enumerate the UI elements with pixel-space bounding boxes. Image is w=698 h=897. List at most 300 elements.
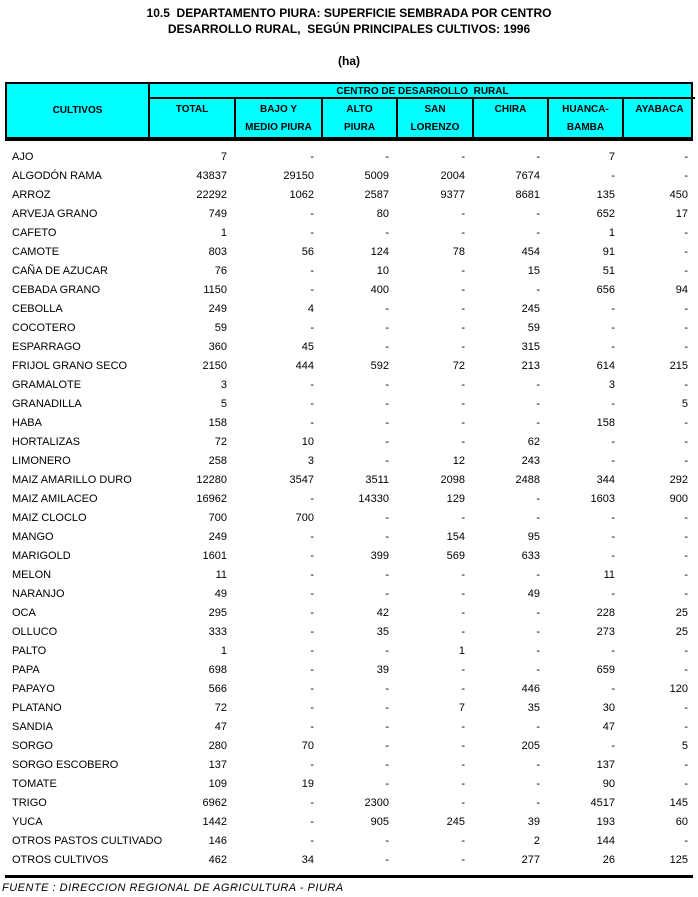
cultivo-name: OLLUCO	[12, 626, 58, 638]
cell-value: 72	[214, 702, 227, 714]
cell-value: -	[385, 759, 389, 771]
cell-value: -	[461, 835, 465, 847]
cell-value: 3	[307, 455, 314, 467]
table-row	[5, 661, 693, 680]
cultivo-name: PLATANO	[12, 702, 62, 714]
cell-value: -	[684, 246, 688, 258]
cell-value: -	[536, 664, 540, 676]
cell-value: 4	[307, 303, 314, 315]
cultivo-name: CEBADA GRANO	[12, 284, 101, 296]
cell-value: 35	[527, 702, 540, 714]
table-body	[5, 141, 693, 870]
cell-value: -	[310, 702, 314, 714]
table-row	[5, 338, 693, 357]
cell-value: 158	[596, 417, 615, 429]
cell-value: -	[461, 322, 465, 334]
cell-value: -	[385, 322, 389, 334]
table-row	[5, 490, 693, 509]
cell-value: 124	[370, 246, 389, 258]
table-header	[5, 82, 693, 141]
cell-value: 25	[675, 607, 688, 619]
cell-value: -	[310, 550, 314, 562]
cell-value: 3	[608, 379, 615, 391]
cell-value: 2587	[364, 189, 389, 201]
cell-value: 8681	[515, 189, 540, 201]
cell-value: -	[461, 398, 465, 410]
cell-value: 1062	[289, 189, 314, 201]
cell-value: -	[385, 455, 389, 467]
cell-value: 1	[220, 645, 227, 657]
cell-value: -	[684, 341, 688, 353]
cell-value: -	[385, 151, 389, 163]
cultivo-name: MELON	[12, 569, 52, 581]
cell-value: -	[611, 322, 615, 334]
cell-value: 34	[301, 854, 314, 866]
cell-value: -	[461, 341, 465, 353]
header-col-chira	[472, 99, 547, 137]
cell-value: -	[461, 607, 465, 619]
table-row	[5, 585, 693, 604]
cell-value: 803	[208, 246, 227, 258]
footer-rule	[5, 875, 693, 878]
cell-value: 399	[370, 550, 389, 562]
cultivo-name: FRIJOL GRANO SECO	[12, 360, 128, 372]
cell-value: -	[536, 208, 540, 220]
cell-value: -	[461, 265, 465, 277]
cell-value: -	[461, 626, 465, 638]
cultivo-name: SANDIA	[12, 721, 53, 733]
cell-value: 245	[521, 303, 540, 315]
cell-value: 749	[208, 208, 227, 220]
cultivo-name: SORGO ESCOBERO	[12, 759, 119, 771]
cell-value: -	[385, 398, 389, 410]
cell-value: -	[385, 417, 389, 429]
cell-value: -	[611, 683, 615, 695]
cell-value: 12280	[196, 474, 227, 486]
cell-value: 2300	[364, 797, 389, 809]
cell-value: -	[310, 664, 314, 676]
cell-value: -	[684, 550, 688, 562]
cell-value: 344	[596, 474, 615, 486]
table-row	[5, 395, 693, 414]
cell-value: -	[310, 322, 314, 334]
cell-value: 360	[208, 341, 227, 353]
cell-value: 11	[215, 569, 227, 581]
cell-value: 900	[669, 493, 688, 505]
cell-value: 26	[602, 854, 615, 866]
cell-value: -	[310, 379, 314, 391]
cell-value: -	[684, 759, 688, 771]
cell-value: 2488	[515, 474, 540, 486]
cell-value: -	[536, 626, 540, 638]
table-row	[5, 528, 693, 547]
cell-value: -	[385, 683, 389, 695]
header-col-alto-piura	[321, 99, 396, 137]
cell-value: 91	[602, 246, 615, 258]
cultivo-name: COCOTERO	[12, 322, 76, 334]
cell-value: 1	[608, 227, 615, 239]
cell-value: 14330	[358, 493, 389, 505]
cell-value: -	[684, 303, 688, 315]
cell-value: 566	[208, 683, 227, 695]
cell-value: 42	[376, 607, 389, 619]
cultivo-name: NARANJO	[12, 588, 65, 600]
cell-value: -	[536, 379, 540, 391]
cell-value: -	[536, 151, 540, 163]
cell-value: 109	[208, 778, 227, 790]
cell-value: -	[611, 303, 615, 315]
cell-value: 137	[596, 759, 615, 771]
cell-value: 10	[301, 436, 314, 448]
table-row	[5, 680, 693, 699]
cell-value: -	[684, 379, 688, 391]
page-title-line2: DESARROLLO RURAL, SEGÚN PRINCIPALES CULTIVOS: 1996	[167, 22, 531, 36]
cell-value: 45	[301, 341, 314, 353]
cell-value: -	[536, 759, 540, 771]
cell-value: 5009	[364, 170, 389, 182]
cell-value: -	[684, 702, 688, 714]
header-col-total	[150, 99, 234, 137]
table-row	[5, 794, 693, 813]
cell-value: -	[684, 417, 688, 429]
cell-value: -	[684, 721, 688, 733]
cell-value: -	[385, 740, 389, 752]
cell-value: 39	[527, 816, 540, 828]
cell-value: -	[461, 379, 465, 391]
cell-value: -	[536, 398, 540, 410]
cell-value: 49	[214, 588, 227, 600]
cell-value: 43837	[196, 170, 227, 182]
cell-value: 462	[208, 854, 227, 866]
cell-value: -	[461, 721, 465, 733]
cell-value: -	[310, 284, 314, 296]
cell-value: 80	[376, 208, 389, 220]
cell-value: 3547	[289, 474, 314, 486]
cell-value: -	[611, 512, 615, 524]
cell-value: 280	[208, 740, 227, 752]
header-col-huancabamba	[547, 99, 622, 137]
cultivo-name: PAPAYO	[12, 683, 55, 695]
cell-value: -	[385, 588, 389, 600]
table-row	[5, 832, 693, 851]
header-col-ayabaca-line1: AYABACA	[635, 104, 684, 115]
header-col-bajo-line2: MEDIO PIURA	[245, 122, 312, 133]
cell-value: 249	[208, 531, 227, 543]
cell-value: 120	[669, 683, 688, 695]
cell-value: -	[385, 303, 389, 315]
cell-value: -	[611, 170, 615, 182]
cell-value: 72	[214, 436, 227, 448]
cell-value: 400	[370, 284, 389, 296]
cell-value: 47	[214, 721, 227, 733]
cell-value: -	[536, 493, 540, 505]
cultivo-name: AJO	[12, 151, 34, 163]
cell-value: 1150	[203, 284, 227, 296]
cell-value: 6962	[202, 797, 227, 809]
header-col-huancabamba-line1: HUANCA-	[562, 104, 609, 115]
cell-value: -	[461, 854, 465, 866]
cell-value: 15	[527, 265, 540, 277]
cell-value: 35	[376, 626, 389, 638]
header-col-chira-line2	[474, 118, 547, 136]
cell-value: -	[684, 436, 688, 448]
cell-value: -	[461, 284, 465, 296]
statistics-table	[5, 82, 693, 870]
cell-value: -	[385, 835, 389, 847]
cultivo-name: GRAMALOTE	[12, 379, 82, 391]
cell-value: -	[461, 151, 465, 163]
cell-value: -	[611, 531, 615, 543]
cell-value: 30	[602, 702, 615, 714]
cell-value: 10	[376, 265, 389, 277]
cell-value: -	[461, 797, 465, 809]
table-row	[5, 642, 693, 661]
cell-value: 7674	[515, 170, 540, 182]
cell-value: 78	[452, 246, 465, 258]
cell-value: 5	[220, 398, 227, 410]
cell-value: 7	[608, 151, 615, 163]
cell-value: 94	[675, 284, 688, 296]
cell-value: -	[536, 797, 540, 809]
cell-value: -	[684, 588, 688, 600]
cell-value: -	[310, 151, 314, 163]
table-row	[5, 148, 693, 167]
cell-value: 3511	[365, 474, 389, 486]
cell-value: -	[310, 721, 314, 733]
cell-value: 62	[527, 436, 540, 448]
cell-value: -	[611, 398, 615, 410]
table-row	[5, 300, 693, 319]
cell-value: -	[461, 569, 465, 581]
cell-value: -	[385, 341, 389, 353]
cell-value: -	[310, 607, 314, 619]
cell-value: -	[684, 645, 688, 657]
cell-value: 25	[675, 626, 688, 638]
cell-value: 129	[446, 493, 465, 505]
cell-value: -	[461, 740, 465, 752]
cell-value: -	[684, 227, 688, 239]
table-row	[5, 319, 693, 338]
table-row	[5, 376, 693, 395]
cell-value: 12	[452, 455, 465, 467]
cell-value: -	[684, 569, 688, 581]
cultivo-name: LIMONERO	[12, 455, 71, 467]
cell-value: -	[310, 493, 314, 505]
cell-value: -	[310, 683, 314, 695]
cell-value: 5	[681, 398, 688, 410]
cell-value: 158	[208, 417, 227, 429]
cell-value: -	[461, 417, 465, 429]
cell-value: 2150	[202, 360, 227, 372]
cell-value: -	[611, 645, 615, 657]
cell-value: -	[611, 455, 615, 467]
table-row	[5, 547, 693, 566]
header-group-centro-desarrollo-rural: CENTRO DE DESARROLLO RURAL	[150, 84, 695, 99]
cell-value: -	[611, 341, 615, 353]
cell-value: 4517	[590, 797, 615, 809]
header-col-huancabamba-line2: BAMBA	[566, 122, 605, 133]
table-row	[5, 414, 693, 433]
cell-value: -	[684, 531, 688, 543]
table-row	[5, 167, 693, 186]
table-row	[5, 509, 693, 528]
cell-value: 215	[669, 360, 688, 372]
cell-value: 137	[208, 759, 227, 771]
cultivo-name: SORGO	[12, 740, 53, 752]
cell-value: 144	[596, 835, 615, 847]
cultivo-name: OTROS CULTIVOS	[12, 854, 109, 866]
cell-value: -	[684, 170, 688, 182]
cell-value: 292	[669, 474, 688, 486]
cell-value: 3	[220, 379, 227, 391]
cell-value: 29150	[283, 170, 314, 182]
unit-label: (ha)	[338, 54, 360, 68]
header-col-san-lorenzo	[396, 99, 472, 137]
cultivo-name: CAMOTE	[12, 246, 60, 258]
cell-value: -	[684, 322, 688, 334]
cell-value: 39	[376, 664, 389, 676]
cell-value: -	[310, 626, 314, 638]
cultivo-name: ALGODÓN RAMA	[12, 170, 102, 182]
cultivo-name: PAPA	[12, 664, 40, 676]
cell-value: 95	[527, 531, 540, 543]
cell-value: -	[536, 512, 540, 524]
cell-value: 249	[208, 303, 227, 315]
header-col-ayabaca-line2	[624, 118, 695, 136]
table-row	[5, 433, 693, 452]
cell-value: 1601	[202, 550, 227, 562]
cultivo-name: OTROS PASTOS CULTIVADO	[12, 835, 163, 847]
cell-value: 7	[458, 702, 465, 714]
cell-value: -	[684, 512, 688, 524]
cultivo-name: MANGO	[12, 531, 54, 543]
cell-value: -	[536, 607, 540, 619]
cell-value: -	[310, 835, 314, 847]
cultivo-name: ESPARRAGO	[12, 341, 81, 353]
cell-value: 47	[602, 721, 615, 733]
cell-value: -	[536, 284, 540, 296]
cell-value: 59	[527, 322, 540, 334]
cell-value: 125	[669, 854, 688, 866]
page-title-line1: 10.5 DEPARTAMENTO PIURA: SUPERFICIE SEMBRADA POR CENTRO	[146, 6, 552, 20]
cell-value: 16962	[196, 493, 227, 505]
header-col-san-lorenzo-line2: LORENZO	[410, 122, 460, 133]
cell-value: 245	[446, 816, 465, 828]
cell-value: -	[536, 569, 540, 581]
cultivo-name: HABA	[12, 417, 42, 429]
cell-value: 193	[596, 816, 615, 828]
cell-value: 273	[596, 626, 615, 638]
cell-value: -	[385, 379, 389, 391]
cell-value: 652	[596, 208, 615, 220]
cell-value: 135	[596, 189, 615, 201]
cultivo-name: MAIZ AMARILLO DURO	[12, 474, 132, 486]
cell-value: -	[611, 588, 615, 600]
cell-value: 1603	[590, 493, 615, 505]
table-row	[5, 775, 693, 794]
cell-value: -	[310, 227, 314, 239]
cell-value: 205	[521, 740, 540, 752]
cell-value: 659	[596, 664, 615, 676]
cell-value: -	[684, 778, 688, 790]
header-col-bajo-y-medio-piura	[234, 99, 321, 137]
cell-value: -	[310, 645, 314, 657]
cell-value: 90	[602, 778, 615, 790]
cell-value: 17	[675, 208, 688, 220]
table-row	[5, 186, 693, 205]
cell-value: -	[385, 531, 389, 543]
cell-value: -	[385, 778, 389, 790]
cell-value: -	[536, 778, 540, 790]
cultivo-name: CAÑA DE AZUCAR	[12, 265, 108, 277]
cultivo-name: MAIZ AMILACEO	[12, 493, 98, 505]
cell-value: 258	[208, 455, 227, 467]
cell-value: 700	[208, 512, 227, 524]
cell-value: 454	[521, 246, 540, 258]
header-col-san-lorenzo-line1: SAN	[424, 104, 446, 115]
cell-value: 2	[533, 835, 540, 847]
cell-value: -	[310, 417, 314, 429]
cell-value: 243	[521, 455, 540, 467]
cell-value: 146	[208, 835, 227, 847]
cell-value: 333	[208, 626, 227, 638]
table-row	[5, 604, 693, 623]
table-row	[5, 756, 693, 775]
cell-value: -	[461, 227, 465, 239]
cell-value: 700	[295, 512, 314, 524]
table-row	[5, 243, 693, 262]
table-row	[5, 357, 693, 376]
cell-value: -	[385, 645, 389, 657]
table-row	[5, 813, 693, 832]
table-row	[5, 737, 693, 756]
cell-value: -	[684, 265, 688, 277]
cultivo-name: PALTO	[12, 645, 47, 657]
cell-value: 1442	[202, 816, 227, 828]
cell-value: -	[461, 778, 465, 790]
cell-value: -	[461, 588, 465, 600]
header-col-total-line1: TOTAL	[175, 104, 209, 115]
header-col-chira-line1: CHIRA	[494, 104, 527, 115]
cell-value: 60	[675, 816, 688, 828]
cell-value: -	[385, 569, 389, 581]
cell-value: -	[611, 436, 615, 448]
cell-value: -	[385, 227, 389, 239]
cell-value: 76	[214, 265, 227, 277]
cell-value: 9377	[440, 189, 465, 201]
cell-value: -	[310, 265, 314, 277]
cell-value: 19	[301, 778, 314, 790]
cell-value: -	[310, 816, 314, 828]
cell-value: -	[611, 550, 615, 562]
cell-value: 1	[220, 227, 227, 239]
table-row	[5, 851, 693, 870]
table-row	[5, 699, 693, 718]
header-col-ayabaca	[622, 99, 695, 137]
cell-value: 72	[452, 360, 465, 372]
cell-value: -	[461, 664, 465, 676]
cell-value: -	[310, 398, 314, 410]
table-row	[5, 623, 693, 642]
source-note: FUENTE : DIRECCION REGIONAL DE AGRICULTURA - PIURA	[2, 882, 344, 894]
cell-value: -	[461, 303, 465, 315]
cell-value: 51	[602, 265, 615, 277]
cell-value: 145	[669, 797, 688, 809]
cell-value: 592	[370, 360, 389, 372]
cell-value: 633	[521, 550, 540, 562]
cultivo-name: MARIGOLD	[12, 550, 71, 562]
table-row	[5, 718, 693, 737]
